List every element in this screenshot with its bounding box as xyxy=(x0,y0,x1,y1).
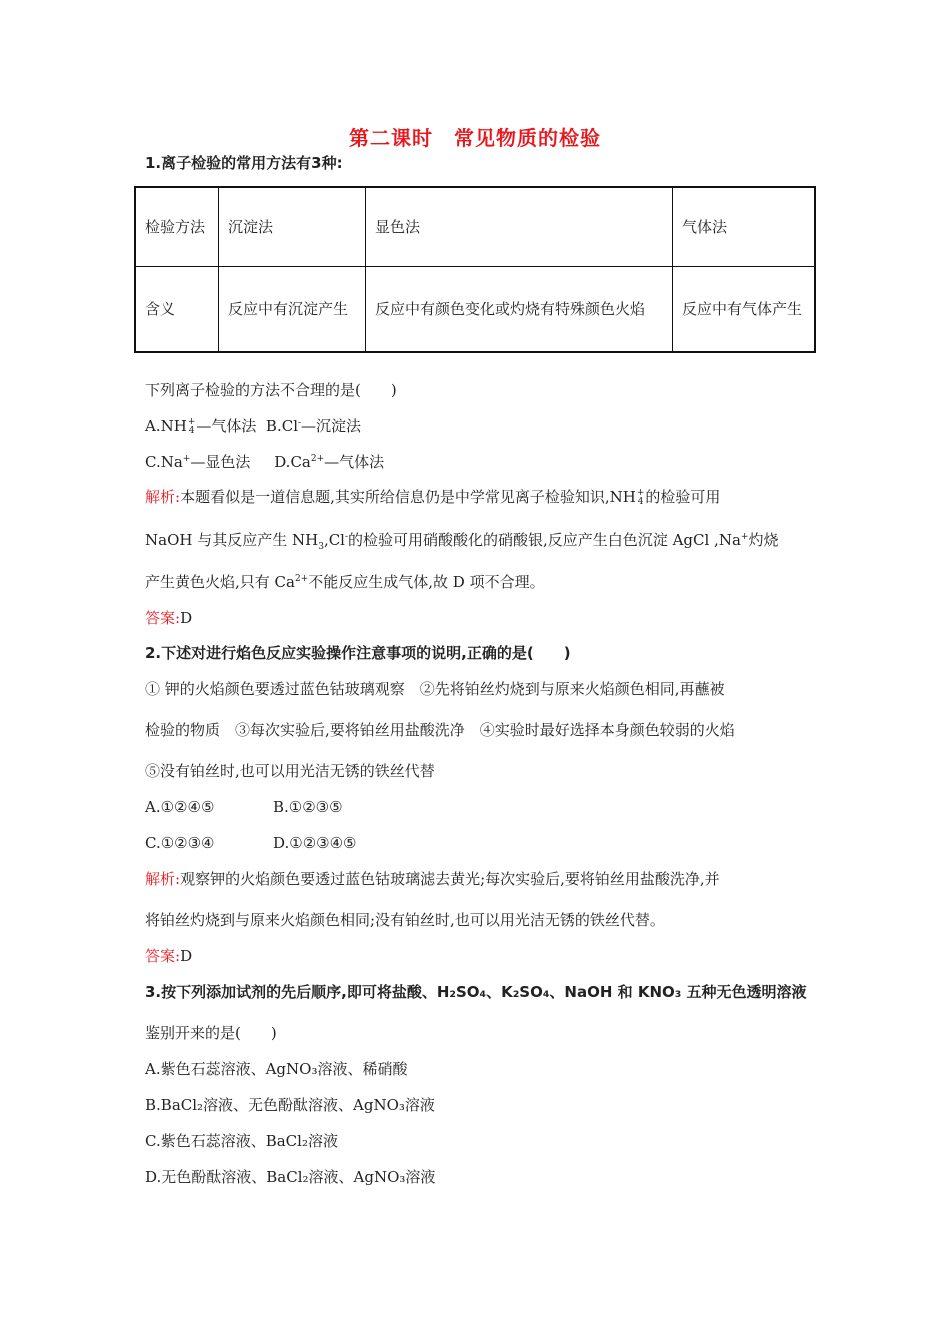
q1-analysis-line2: NaOH 与其反应产生 $NH_3,Cl^-$的检验可用硝酸酸化的硝酸银,反应产生白色沉淀 AgCl ,Na+灼烧 xyxy=(145,531,779,552)
table-cell: 含义 xyxy=(135,267,219,353)
option-a: A.NH xyxy=(145,417,187,435)
q2-analysis-line1: 解析:观察钾的火焰颜色要透过蓝色钴玻璃滤去黄光;每次实验后,要将铂丝用盐酸洗净,并 xyxy=(145,870,720,888)
q1-analysis-line1: 解析:本题看似是一道信息题,其实所给信息仍是中学常见离子检验知识,NH+ 4 的检验可用 xyxy=(145,488,721,507)
q3-option-b: B.BaCl₂溶液、无色酚酞溶液、AgNO₃溶液 xyxy=(145,1096,435,1114)
q2-options-cd xyxy=(145,833,357,853)
q2-items-line2: 检验的物质 ③每次实验后,要将铂丝用盐酸洗净 ④实验时最好选择本身颜色较弱的火焰 xyxy=(145,721,735,739)
table-cell: 反应中有颜色变化或灼烧有特殊颜色火焰 xyxy=(366,267,673,353)
q1-options-cd: C.Na+—显色法 $D.Ca^{2+}—$气体法 xyxy=(145,453,385,471)
option-b: B.Cl xyxy=(265,417,298,435)
table-cell: 气体法 xyxy=(673,187,816,267)
q2-stem: 2.下述对进行焰色反应实验操作注意事项的说明,正确的是( ) xyxy=(145,644,571,662)
q1-analysis-line3: 产生黄色火焰,只有 $Ca^{2+}$不能反应生成气体,故 D 项不合理。 xyxy=(145,573,545,591)
method-table xyxy=(134,186,816,353)
page-title: 第二课时 常见物质的检验 xyxy=(349,126,601,150)
option-b: B.①②③⑤ xyxy=(273,798,343,816)
table-cell: 显色法 xyxy=(366,187,673,267)
option-c: C.Na xyxy=(145,453,183,471)
q2-answer: 答案:D xyxy=(145,947,193,965)
table-row xyxy=(135,187,815,267)
option-c: C.①②③④ xyxy=(145,834,215,852)
q3-option-d: D.无色酚酞溶液、BaCl₂溶液、AgNO₃溶液 xyxy=(145,1168,436,1186)
q3-stem-line1: 3.按下列添加试剂的先后顺序,即可将盐酸、H₂SO₄、K₂SO₄、NaOH 和 KNO₃ 五种无色透明溶液 xyxy=(145,983,807,1001)
q2-items-line1: ① 钾的火焰颜色要透过蓝色钴玻璃观察 ②先将铂丝灼烧到与原来火焰颜色相同,再蘸被 xyxy=(145,680,725,698)
q3-option-c: C.紫色石蕊溶液、BaCl₂溶液 xyxy=(145,1132,338,1150)
frac: + 4 xyxy=(187,417,196,436)
analysis-label: 解析: xyxy=(145,488,181,506)
table-cell: 反应中有沉淀产生 xyxy=(219,267,366,353)
table-cell: 检验方法 xyxy=(135,187,219,267)
option-d: D.Ca xyxy=(274,453,311,471)
table-cell: 沉淀法 xyxy=(219,187,366,267)
option-a: A.①②④⑤ xyxy=(145,798,215,816)
q1-question: 下列离子检验的方法不合理的是( ) xyxy=(145,381,397,399)
q3-option-a: A.紫色石蕊溶液、AgNO₃溶液、稀硝酸 xyxy=(145,1060,408,1078)
table-cell: 反应中有气体产生 xyxy=(673,267,816,353)
q2-options-ab xyxy=(145,797,343,817)
q1-answer: 答案:D xyxy=(145,609,193,627)
q2-items-line3: ⑤没有铂丝时,也可以用光洁无锈的铁丝代替 xyxy=(145,762,435,780)
q2-analysis-line2: 将铂丝灼烧到与原来火焰颜色相同;没有铂丝时,也可以用光洁无锈的铁丝代替。 xyxy=(145,911,665,929)
q1-stem: 1.离子检验的常用方法有3种: xyxy=(145,154,343,172)
q3-stem-line2: 鉴别开来的是( ) xyxy=(145,1024,277,1042)
q1-options-ab: A.NH+ 4 —气体法 B.Cl-—沉淀法 xyxy=(145,417,362,436)
option-d: D.①②③④⑤ xyxy=(273,834,357,852)
analysis-label: 解析: xyxy=(145,870,181,888)
table-row xyxy=(135,267,815,353)
